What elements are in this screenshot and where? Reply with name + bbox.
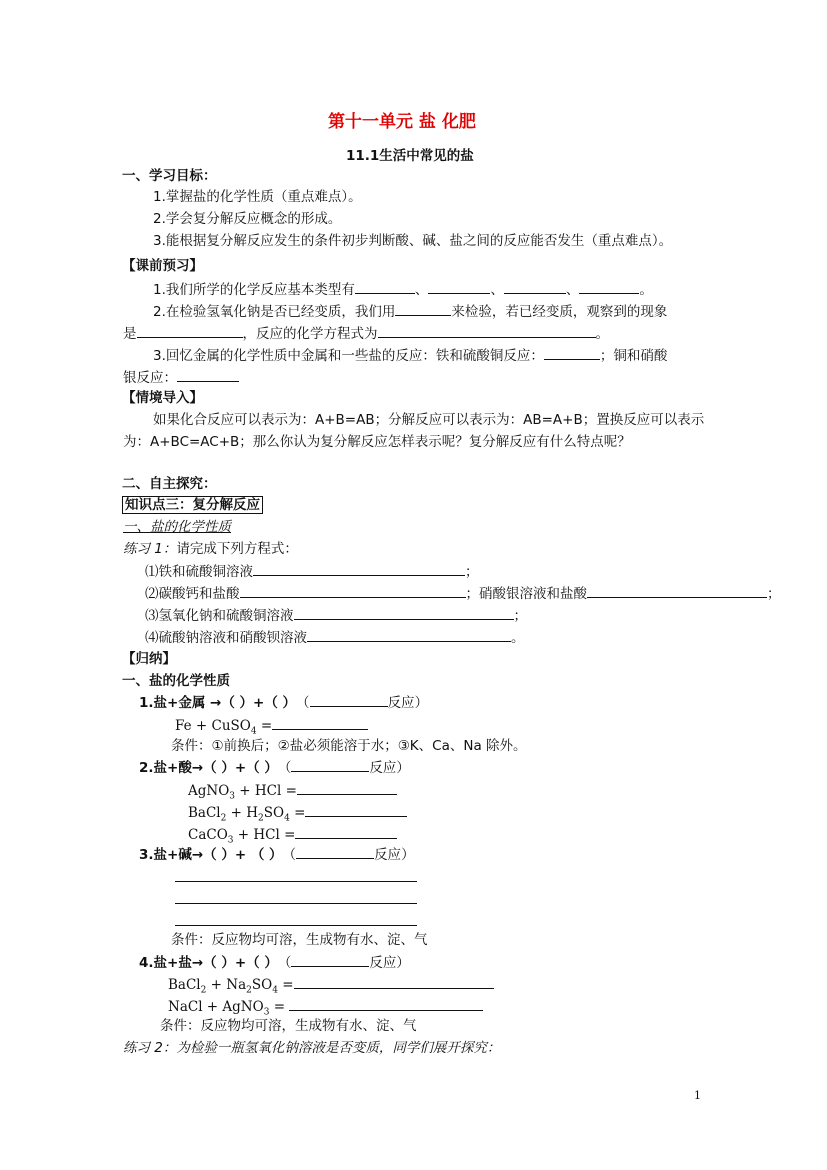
answer-blank[interactable] xyxy=(544,346,600,360)
exercise1-text: 请完成下列方程式： xyxy=(176,541,298,557)
goals-heading: 一、学习目标： xyxy=(122,168,217,184)
answer-blank[interactable] xyxy=(289,997,483,1011)
exercise1-item-text: ；硝酸银溶液和盐酸 xyxy=(465,586,587,602)
exercise1-item-text: ⑴铁和硫酸铜溶液 xyxy=(145,564,253,580)
equation: NaCl + AgNO$_3$ = xyxy=(168,997,483,1022)
explore-subheading: 一、盐的化学性质 xyxy=(123,519,231,535)
preview-q2-text: ，反应的化学方程式为 xyxy=(242,326,378,342)
exercise1-item: ⑶氢氧化钠和硫酸铜溶液 ； xyxy=(145,608,527,624)
answer-blank[interactable] xyxy=(355,280,415,294)
exercise1-item: ⑴铁和硫酸铜溶液 ； xyxy=(145,564,479,580)
answer-blank[interactable] xyxy=(305,803,407,817)
answer-blank[interactable] xyxy=(297,781,397,795)
preview-heading: 【课前预习】 xyxy=(122,258,203,274)
preview-q1-text: 1.我们所学的化学反应基本类型有 xyxy=(153,282,355,298)
answer-blank[interactable] xyxy=(296,845,374,859)
answer-line[interactable] xyxy=(175,881,417,882)
answer-blank[interactable] xyxy=(428,280,490,294)
summary-item-title: 3.盐+碱→（ ）+ （ ） xyxy=(139,847,276,863)
answer-blank[interactable] xyxy=(177,368,239,382)
preview-q2 xyxy=(153,302,667,321)
answer-blank[interactable] xyxy=(240,584,466,598)
intro-heading: 【情境导入】 xyxy=(122,390,203,406)
reaction-label: 反应 xyxy=(374,847,402,863)
knowledge-point-label: 知识点三：复分解反应 xyxy=(122,496,263,514)
equation-text: CaCO xyxy=(188,827,228,843)
equation: BaCl$_2$ + $H_2SO_4$ = xyxy=(188,803,407,828)
condition-note: 条件：反应物均可溶，生成物有水、淀、气 xyxy=(160,1018,417,1034)
answer-blank[interactable] xyxy=(378,324,596,338)
preview-q1: 1.我们所学的化学反应基本类型有 、 、 、 。 xyxy=(153,282,653,298)
exercise1-item-text: ⑷硫酸钠溶液和硝酸钡溶液 xyxy=(145,630,307,646)
answer-blank[interactable] xyxy=(294,606,514,620)
equation-text: BaCl xyxy=(168,977,201,993)
condition-note: 条件：①前换后；②盐必须能溶于水；③K、Ca、Na 除外。 xyxy=(171,738,527,754)
summary-item-title: 2.盐+酸→（ ）+（ ） xyxy=(139,760,272,776)
summary-item-4: 4.盐+盐→（ ）+（ ） （ 反应） xyxy=(139,955,410,971)
equation: AgNO$_3$ + HCl = xyxy=(188,781,397,806)
preview-q3-text: 银反应： xyxy=(123,370,177,386)
summary-item-3: 3.盐+碱→（ ）+ （ ） （ 反应） xyxy=(139,847,415,863)
exercise2-text: 练习 2：为检验一瓶氢氧化钠溶液是否变质，同学们展开探究： xyxy=(123,1040,501,1056)
answer-blank[interactable] xyxy=(587,584,767,598)
equation-text: Fe + CuSO xyxy=(175,718,251,734)
reaction-label: 反应 xyxy=(369,955,397,971)
reaction-label: 反应 xyxy=(387,695,415,711)
answer-line[interactable] xyxy=(175,925,417,926)
page-title: 第十一单元 盐 化肥 xyxy=(328,112,476,132)
preview-q2-text: 是 xyxy=(123,326,137,342)
explore-heading: 二、自主探究： xyxy=(122,476,217,492)
goal-item: 1.掌握盐的化学性质（重点难点）。 xyxy=(153,189,362,205)
equation: CaCO$_3$ + HCl = xyxy=(188,825,397,850)
goal-item: 3.能根据复分解反应发生的条件初步判断酸、碱、盐之间的反应能否发生（重点难点）。 xyxy=(153,233,673,249)
summary-subheading: 一、盐的化学性质 xyxy=(122,673,230,689)
knowledge-point-box xyxy=(122,496,263,514)
reaction-label: 反应 xyxy=(369,760,397,776)
summary-item-title: 1.盐+金属 →（ ）+（ ） xyxy=(139,695,290,711)
intro-line: 如果化合反应可以表示为：A+B=AB；分解反应可以表示为：AB=A+B；置换反应可以表示 xyxy=(153,412,705,428)
answer-blank[interactable] xyxy=(310,693,388,707)
exercise1-intro xyxy=(123,540,298,558)
answer-blank[interactable] xyxy=(579,280,639,294)
answer-blank[interactable] xyxy=(137,324,243,338)
preview-q2-text: 来检验，若已经变质，观察到的现象 xyxy=(451,304,668,320)
answer-blank[interactable] xyxy=(295,825,397,839)
equation-text: BaCl xyxy=(188,805,221,821)
exercise1-item-text: ⑶氢氧化钠和硫酸铜溶液 xyxy=(145,608,294,624)
summary-heading: 【归纳】 xyxy=(122,651,176,667)
summary-item-title: 4.盐+盐→（ ）+（ ） xyxy=(139,955,272,971)
answer-blank[interactable] xyxy=(253,562,465,576)
preview-q2-cont: 是 ，反应的化学方程式为 。 xyxy=(123,326,609,342)
answer-blank[interactable] xyxy=(504,280,566,294)
summary-item-1: 1.盐+金属 →（ ）+（ ） （ 反应） xyxy=(139,695,429,711)
answer-blank[interactable] xyxy=(291,953,369,967)
preview-q3-cont xyxy=(123,368,239,387)
equation: Fe + CuSO$_4$ = xyxy=(175,716,368,741)
equation-text: NaCl + AgNO xyxy=(168,999,264,1015)
preview-q3-text: ；铜和硝酸 xyxy=(599,348,668,364)
equation: BaCl$_2$ + $Na_2SO_4$ = xyxy=(168,975,494,1000)
equation-text: AgNO xyxy=(188,783,230,799)
answer-blank[interactable] xyxy=(272,716,368,730)
goal-item: 2.学会复分解反应概念的形成。 xyxy=(153,211,342,227)
exercise1-label: 练习 1： xyxy=(123,541,177,557)
preview-q3-text: 3.回忆金属的化学性质中金属和一些盐的反应：铁和硫酸铜反应： xyxy=(153,348,544,364)
preview-q3 xyxy=(153,346,667,365)
answer-blank[interactable] xyxy=(307,628,511,642)
section-subtitle: 11.1生活中常见的盐 xyxy=(346,148,474,164)
answer-blank[interactable] xyxy=(395,302,451,316)
answer-line[interactable] xyxy=(175,903,417,904)
exercise1-item-text: ⑵碳酸钙和盐酸 xyxy=(145,586,240,602)
exercise1-item: ⑵碳酸钙和盐酸 ；硝酸银溶液和盐酸 ； xyxy=(145,586,781,602)
answer-blank[interactable] xyxy=(294,975,494,989)
answer-blank[interactable] xyxy=(291,758,369,772)
summary-item-2: 2.盐+酸→（ ）+（ ） （ 反应） xyxy=(139,760,410,776)
exercise1-item: ⑷硫酸钠溶液和硝酸钡溶液 。 xyxy=(145,630,525,646)
intro-line: 为：A+BC=AC+B；那么你认为复分解反应怎样表示呢？复分解反应有什么特点呢？ xyxy=(123,434,631,450)
condition-note: 条件：反应物均可溶，生成物有水、淀、气 xyxy=(171,932,428,948)
page-number: 1 xyxy=(694,1089,701,1102)
preview-q2-text: 2.在检验氢氧化钠是否已经变质，我们用 xyxy=(153,304,396,320)
